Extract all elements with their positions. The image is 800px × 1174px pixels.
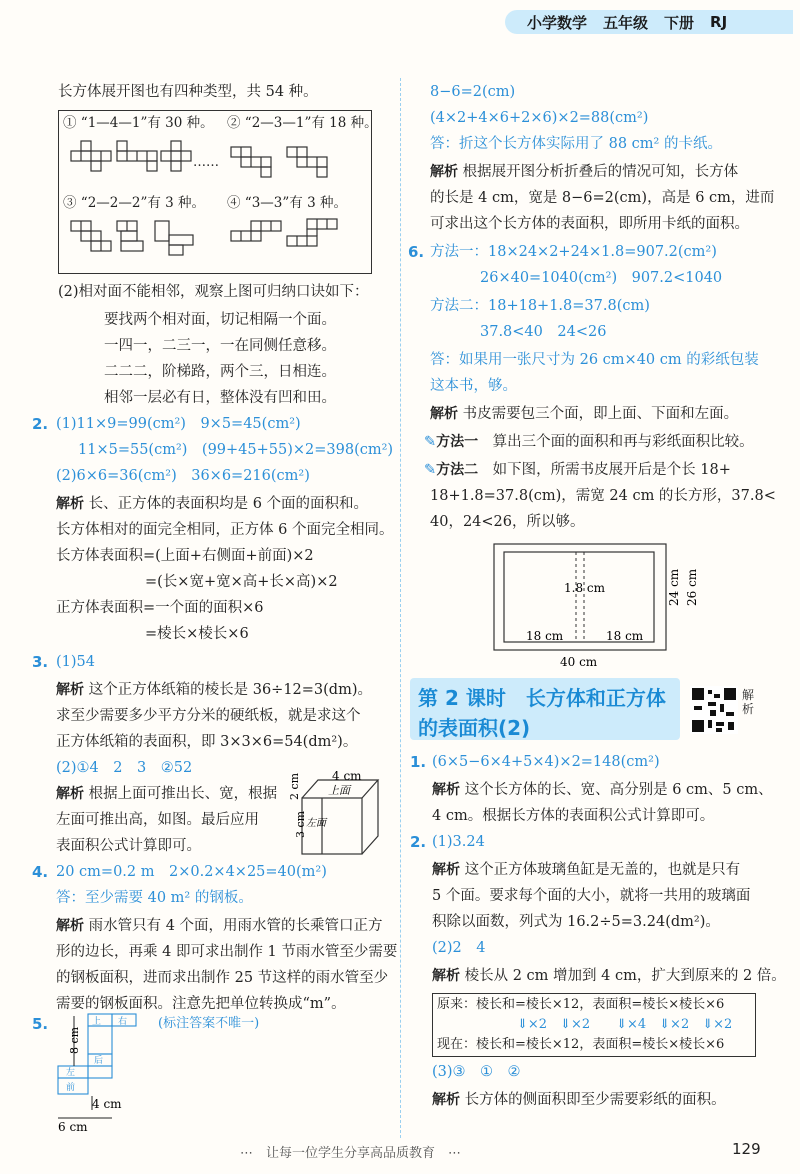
volume: 下册 [664, 13, 695, 32]
footer-slogan: ⋯ 让每一位学生分享高品质教育 ⋯ [240, 1146, 462, 1161]
analysis-line [56, 916, 383, 936]
analysis-text: 这个正方体玻璃鱼缸是无盖的，也就是只有 [464, 862, 741, 878]
lesson-banner [410, 678, 680, 740]
answer-line: 答：如果用一张尺寸为 26 cm×40 cm 的彩纸包装 [430, 352, 759, 368]
net-type-3: ③ “2—2—2”有 3 种。 [63, 195, 206, 211]
method-line [424, 432, 754, 452]
analysis-line: 可求出这个长方体的表面积，即所用卡纸的面积。 [430, 216, 749, 232]
formula-after: 现在：棱长和=棱长×12，表面积=棱长×棱长×6 [437, 1037, 725, 1052]
analysis-text: 这个长方体的长、宽、高分别是 6 cm、5 cm、 [464, 782, 773, 798]
panel-width-2: 18 cm [606, 629, 644, 643]
analysis-text: 根据上面可推出长、宽，根据 [88, 786, 278, 802]
answer-line: 答：至少需要 40 m² 的钢板。 [56, 890, 253, 906]
cube-figure [282, 770, 392, 860]
analysis-line [56, 680, 372, 700]
answer-line: 答：折这个长方体实际用了 88 cm² 的卡纸。 [430, 136, 722, 152]
question-number: 3. [32, 653, 49, 671]
analysis-line [56, 494, 368, 514]
analysis-text: 长方体的侧面积即至少需要彩纸的面积。 [464, 1092, 726, 1108]
height-24: 24 cm [667, 568, 681, 606]
answer-line: 11×5=55(cm²) (99+45+55)×2=398(cm²) [78, 442, 394, 458]
answer-line: 37.8<40 24<26 [480, 324, 607, 340]
net-types-box [58, 110, 378, 274]
analysis-line [56, 784, 277, 804]
analysis-text: 长、正方体的表面积均是 6 个面的面积和。 [88, 496, 369, 512]
net-width-1: 4 cm [92, 1097, 122, 1111]
analysis-line [430, 162, 738, 182]
analysis-label: 解析 [56, 496, 84, 512]
question-number: 1. [410, 753, 427, 771]
analysis-label: 解析 [56, 786, 84, 802]
ellipsis: …… [193, 155, 219, 170]
answer-line: 26×40=1040(cm²) 907.2<1040 [480, 270, 723, 286]
qr-code-icon[interactable] [690, 686, 738, 734]
net-front: 前 [66, 1083, 76, 1093]
qr-label: 解析 [742, 688, 755, 716]
answer-line: 8−6=2(cm) [430, 84, 516, 100]
analysis-line: =(长×宽+宽×高+长×高)×2 [145, 574, 338, 590]
page-number: 129 [732, 1140, 761, 1158]
rhyme-line: 要找两个相对面，切记相隔一个面。 [104, 312, 336, 328]
question-number: 5. [32, 1015, 49, 1033]
analysis-text: 这个正方体纸箱的棱长是 36÷12=3(dm)。 [88, 682, 372, 698]
formula-before: 原来：棱长和=棱长×12，表面积=棱长×棱长×6 [437, 997, 725, 1012]
analysis-text: 书皮需要包三个面，即上面、下面和左面。 [462, 406, 739, 422]
answer-line: 20 cm=0.2 m 2×0.2×4×25=40(m²) [56, 864, 327, 880]
analysis-label: 解析 [432, 782, 460, 798]
analysis-line [432, 780, 773, 800]
analysis-line: 左面可推出高，如图。最后应用 [56, 812, 259, 828]
question-number: 4. [32, 863, 49, 881]
formula-arrows: ⇓×2 ⇓×2 ⇓×4 ⇓×2 ⇓×2 [517, 1017, 733, 1032]
analysis-line: 长方体表面积=(上面+右侧面+前面)×2 [56, 548, 314, 564]
method-text: 算出三个面的面积和再与彩纸面积比较。 [492, 434, 754, 450]
analysis-line: 表面积公式计算即可。 [56, 838, 201, 854]
answer-line: 方法二：18+18+1.8=37.8(cm) [430, 298, 650, 314]
pencil-icon: ✎ [424, 434, 437, 450]
analysis-line: 形的边长，再乘 4 即可求出制作 1 节雨水管至少需要 [56, 944, 398, 960]
lesson-title-2: 的表面积(2) [418, 716, 531, 740]
analysis-text: 根据展开图分析折叠后的情况可知，长方体 [462, 164, 739, 180]
subject: 小学数学 [527, 13, 588, 32]
question-number: 2. [32, 415, 49, 433]
text-line: 长方体展开图也有四种类型，共 54 种。 [58, 84, 318, 100]
method-label: 方法二 [436, 462, 479, 478]
analysis-line [432, 860, 740, 880]
answer-line: 这本书，够。 [430, 378, 517, 394]
net-diagrams [59, 111, 371, 273]
analysis-line [432, 1090, 726, 1110]
method-line [424, 460, 731, 480]
answer-line: (2)6×6=36(cm²) 36×6=216(cm²) [56, 468, 310, 484]
answer-line: (6×5−6×4+5×4)×2=148(cm²) [432, 754, 660, 770]
analysis-text: 棱长从 2 cm 增加到 4 cm，扩大到原来的 2 倍。 [464, 968, 786, 984]
analysis-line: 4 cm。根据长方体的表面积公式计算即可。 [432, 808, 715, 824]
rhyme-line: 一四一，二三一，一在同侧任意移。 [104, 338, 336, 354]
analysis-label: 解析 [432, 1092, 460, 1108]
answer-line: (1)54 [56, 654, 95, 670]
analysis-label: 解析 [56, 918, 84, 934]
formula-box [432, 993, 756, 1057]
analysis-line [430, 404, 738, 424]
edition: RJ [710, 13, 728, 31]
method-line: 18+1.8=37.8(cm)，需宽 24 cm 的长方形，37.8< [430, 488, 776, 504]
answer-line: (1)3.24 [432, 834, 485, 850]
pencil-icon: ✎ [424, 462, 437, 478]
spine-width: 1.8 cm [564, 581, 605, 595]
method-line: 40，24<26，所以够。 [430, 514, 585, 530]
book-cover-figure [490, 540, 699, 670]
text-line: (2)相对面不能相邻，观察上图可归纳口诀如下： [58, 284, 369, 300]
page-header [505, 10, 793, 34]
net-height: 8 cm [68, 1026, 81, 1054]
analysis-line: 长方体相对的面完全相同，正方体 6 个面完全相同。 [56, 522, 394, 538]
cube-width: 4 cm [332, 769, 362, 783]
net-type-1: ① “1—4—1”有 30 种。 [63, 115, 214, 131]
analysis-line: 的钢板面积，进而求出制作 25 节这样的雨水管至少 [56, 970, 389, 986]
cube-depth: 2 cm [288, 772, 301, 800]
analysis-line: 正方体表面积=一个面的面积×6 [56, 600, 264, 616]
answer-line: 方法一：18×24×2+24×1.8=907.2(cm²) [430, 244, 717, 260]
answer-line: (3)③ ① ② [432, 1064, 521, 1080]
rhyme-line: 二二二，阶梯路，两个三，日相连。 [104, 364, 336, 380]
answer-line: (2)①4 2 3 ②52 [56, 760, 193, 776]
net-width-2: 6 cm [58, 1120, 88, 1134]
answer-note: (标注答案不唯一) [158, 1016, 260, 1031]
analysis-line [432, 966, 786, 986]
column-divider [400, 78, 401, 1138]
net-figure [52, 1010, 162, 1132]
lesson-title-1: 第 2 课时 长方体和正方体 [418, 686, 666, 710]
analysis-label: 解析 [430, 164, 458, 180]
net-type-2: ② “2—3—1”有 18 种。 [227, 115, 378, 131]
analysis-line: 需要的钢板面积。注意先把单位转换成“m”。 [56, 996, 346, 1012]
rhyme-line: 相邻一层必有日，整体没有凹和田。 [104, 390, 336, 406]
analysis-line: 的长是 4 cm，宽是 8−6=2(cm)，高是 6 cm，进而 [430, 190, 775, 206]
height-26: 26 cm [685, 568, 699, 606]
net-type-4: ④ “3—3”有 3 种。 [227, 195, 347, 211]
net-top: 上 [92, 1017, 102, 1027]
answer-line: (1)11×9=99(cm²) 9×5=45(cm²) [56, 416, 301, 432]
method-text: 如下图，所需书皮展开后是个长 18+ [492, 462, 731, 478]
cube-left-label: 左面 [306, 818, 326, 829]
answer-line: (2)2 4 [432, 940, 486, 956]
panel-width-1: 18 cm [526, 629, 564, 643]
analysis-text: 雨水管只有 4 个面，用雨水管的长乘管口正方 [88, 918, 383, 934]
analysis-label: 解析 [432, 968, 460, 984]
cube-top-label: 上面 [328, 784, 350, 797]
question-number: 6. [408, 243, 425, 261]
net-back: 后 [94, 1056, 104, 1066]
grade: 五年级 [603, 13, 649, 32]
analysis-label: 解析 [56, 682, 84, 698]
analysis-line: =棱长×棱长×6 [145, 626, 249, 642]
net-left: 左 [66, 1068, 76, 1078]
question-number: 2. [410, 833, 427, 851]
analysis-label: 解析 [432, 862, 460, 878]
analysis-line: 正方体纸箱的表面积，即 3×3×6=54(dm²)。 [56, 734, 358, 750]
answer-line: (4×2+4×6+2×6)×2=88(cm²) [430, 110, 649, 126]
method-label: 方法一 [436, 434, 479, 450]
net-right: 右 [118, 1017, 128, 1027]
analysis-label: 解析 [430, 406, 458, 422]
total-width: 40 cm [560, 655, 598, 669]
analysis-line: 求至少需要多少平方分米的硬纸板，就是求这个 [56, 708, 361, 724]
analysis-line: 积除以面数，列式为 16.2÷5=3.24(dm²)。 [432, 914, 720, 930]
analysis-line: 5 个面。要求每个面的大小，就将一共用的玻璃面 [432, 888, 751, 904]
cube-height: 3 cm [294, 810, 307, 838]
